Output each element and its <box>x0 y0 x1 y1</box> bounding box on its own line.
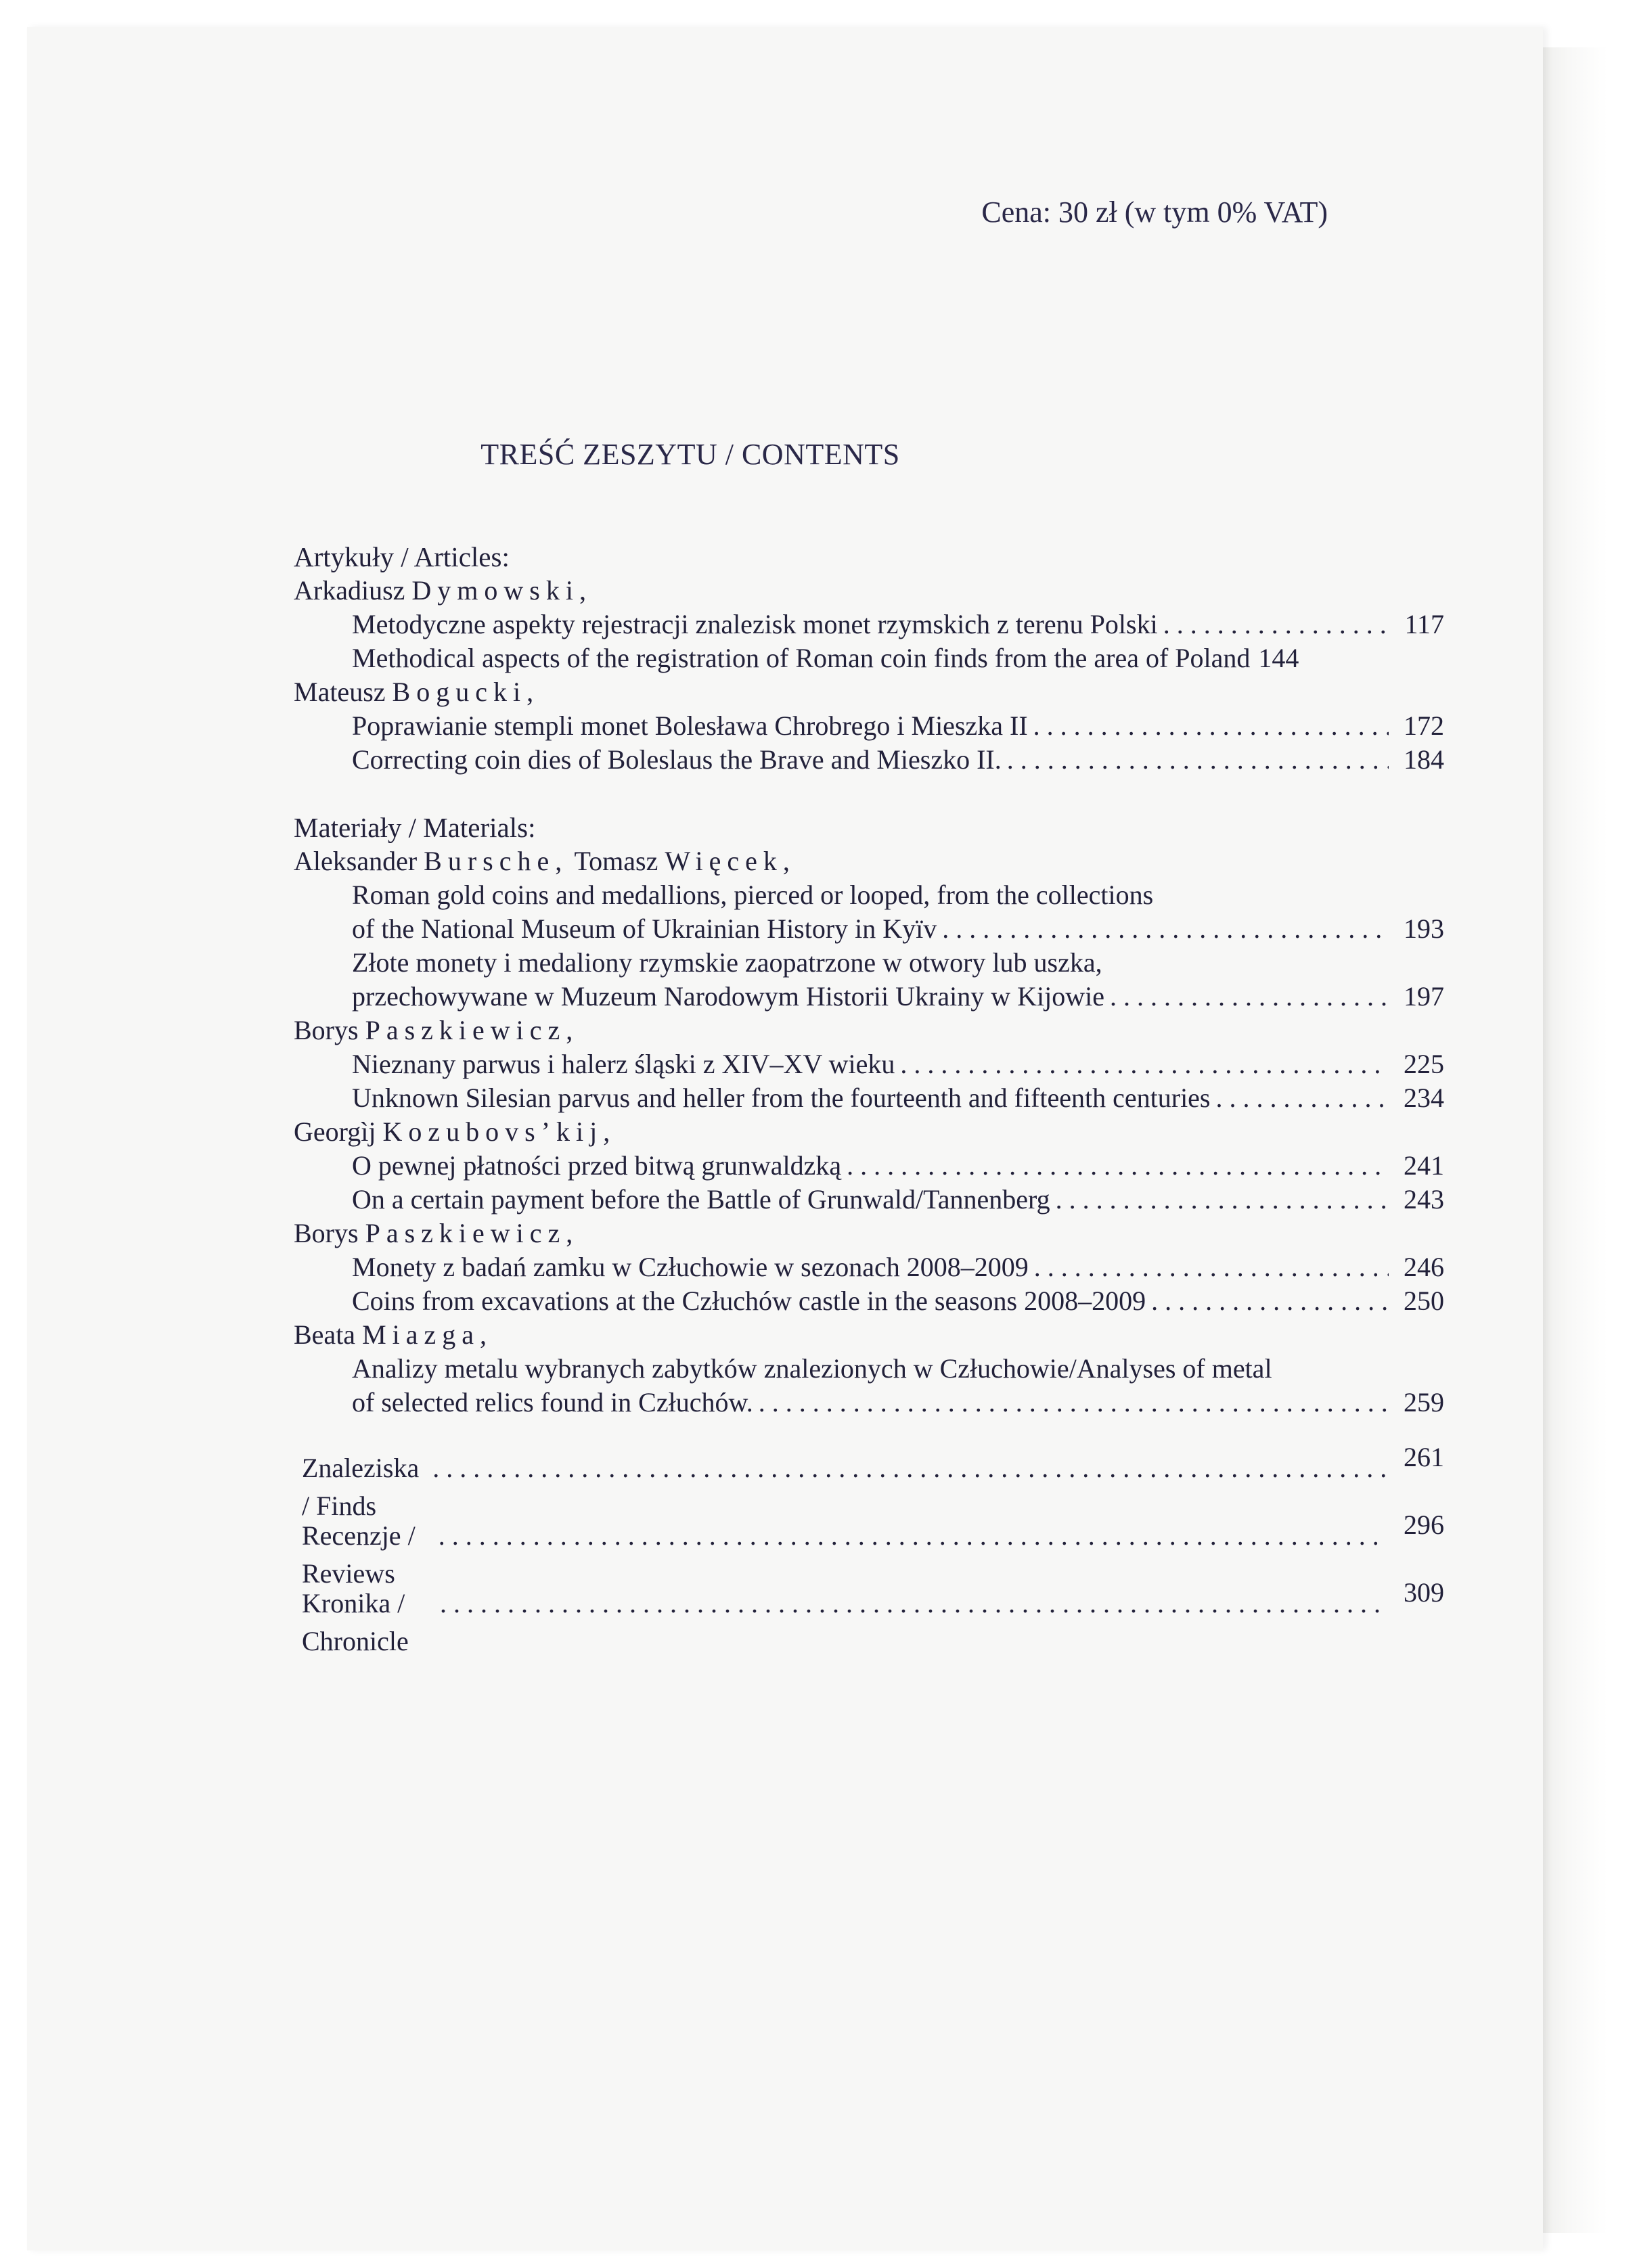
dot-leader <box>1033 709 1389 743</box>
author-line <box>294 1115 1444 1149</box>
entry-title: O pewnej płatności przed bitwą grunwaldzką <box>352 1150 842 1181</box>
toc-entry <box>294 1183 1444 1217</box>
entry-title-line1: Analizy metalu wybranych zabytków znalezionych w Człuchowie/Analyses of metal <box>352 1353 1272 1384</box>
dot-leader <box>1216 1081 1389 1115</box>
page-sheet <box>27 27 1543 2250</box>
author-line <box>294 1318 1444 1352</box>
entry-page: 225 <box>1404 1049 1444 1079</box>
section-heading-materials: Materiały / Materials: <box>294 812 536 843</box>
entry-page: 144 <box>1258 643 1299 673</box>
dot-leader <box>1056 1183 1389 1217</box>
toc-entry <box>294 608 1444 641</box>
author-first-name: Borys <box>294 1015 359 1045</box>
toc-entry <box>294 641 1444 675</box>
author-first-name: Aleksander <box>294 846 418 876</box>
entry-page: 172 <box>1404 710 1444 741</box>
author-last-name: Paszkiewicz, <box>365 1015 579 1045</box>
toc-section-finds <box>294 1442 1444 1521</box>
dot-leader <box>1151 1284 1389 1318</box>
dot-leader <box>1007 743 1389 777</box>
entry-title: Unknown Silesian parvus and heller from the fourteenth and fifteenth centuries <box>352 1083 1211 1113</box>
author-line <box>294 675 1444 709</box>
entry-page: 234 <box>1404 1083 1444 1113</box>
entry-page: 193 <box>1404 913 1444 944</box>
toc-entry <box>294 709 1444 743</box>
table-of-contents <box>294 540 1444 1656</box>
dot-leader <box>440 1585 1386 1623</box>
toc-entry <box>294 1081 1444 1115</box>
entry-title-line1: Złote monety i medaliony rzymskie zaopatrzone w otwory lub uszka, <box>352 947 1102 978</box>
entry-title: of selected relics found in Człuchów. <box>352 1387 753 1418</box>
section-title: Znaleziska / Finds <box>302 1453 420 1521</box>
dot-leader <box>439 1517 1386 1555</box>
section-title: Kronika / Chronicle <box>302 1588 409 1656</box>
toc-entry <box>294 1284 1444 1318</box>
toc-entry-line1 <box>294 878 1444 912</box>
entry-page: 184 <box>1404 744 1444 775</box>
entry-title: Monety z badań zamku w Człuchowie w sezonach 2008–2009 <box>352 1252 1029 1282</box>
entry-page: 117 <box>1404 609 1444 639</box>
section-page: 309 <box>1404 1577 1444 1608</box>
entry-page: 243 <box>1404 1184 1444 1215</box>
entry-title: Poprawianie stempli monet Bolesława Chrobrego i Mieszka II <box>352 710 1028 741</box>
author-first-name: Beata <box>294 1319 356 1350</box>
toc-entry <box>294 1386 1444 1420</box>
entry-title: Coins from excavations at the Człuchów castle in the seasons 2008–2009 <box>352 1286 1146 1316</box>
section-page: 261 <box>1404 1442 1444 1472</box>
entry-page: 197 <box>1404 981 1444 1012</box>
entry-title: of the National Museum of Ukrainian History in Kyïv <box>352 913 937 944</box>
entry-page: 259 <box>1404 1387 1444 1418</box>
author-last-name: Bogucki, <box>392 677 540 707</box>
dot-leader <box>900 1047 1389 1081</box>
dot-leader <box>759 1386 1389 1420</box>
entry-title: Correcting coin dies of Boleslaus the Brave and Mieszko II. <box>352 744 1002 775</box>
price-label: Cena: 30 zł (w tym 0% VAT) <box>981 196 1328 229</box>
toc-entry <box>294 1250 1444 1284</box>
dot-leader <box>1034 1250 1389 1284</box>
toc-entry <box>294 743 1444 777</box>
author-last-name: Bursche, <box>424 846 568 876</box>
author-first-name: Mateusz <box>294 677 386 707</box>
dot-leader <box>1163 608 1389 641</box>
toc-entry-line1 <box>294 1352 1444 1386</box>
author-last-name: Dymowski, <box>411 575 592 606</box>
toc-entry <box>294 980 1444 1014</box>
page-edge <box>1543 47 1607 2233</box>
section-heading-articles: Artykuły / Articles: <box>294 541 510 572</box>
dot-leader <box>432 1449 1386 1487</box>
entry-title: przechowywane w Muzeum Narodowym Historii Ukrainy w Kijowie <box>352 981 1104 1012</box>
entry-title-line1: Roman gold coins and medallions, pierced or looped, from the collections <box>352 880 1154 910</box>
entry-page: 246 <box>1404 1252 1444 1282</box>
toc-section-chronicle <box>294 1577 1444 1656</box>
section-title: Recenzje / Reviews <box>302 1520 416 1589</box>
entry-title: Nieznany parwus i halerz śląski z XIV–XV wieku <box>352 1049 895 1079</box>
dot-leader <box>1110 980 1389 1014</box>
coauthor-last-name: Więcek, <box>665 846 796 876</box>
toc-entry <box>294 1149 1444 1183</box>
entry-title: On a certain payment before the Battle of Grunwald/Tannenberg <box>352 1184 1050 1215</box>
entry-title: Metodyczne aspekty rejestracji znalezisk monet rzymskich z terenu Polski <box>352 609 1158 639</box>
author-last-name: Kozubovs’kij, <box>382 1116 617 1147</box>
author-last-name: Miazga, <box>362 1319 493 1350</box>
entry-page: 250 <box>1404 1286 1444 1316</box>
toc-entry-line1 <box>294 946 1444 980</box>
entry-page: 241 <box>1404 1150 1444 1181</box>
dot-leader <box>847 1149 1389 1183</box>
contents-title: TREŚĆ ZESZYTU / CONTENTS <box>480 438 900 471</box>
toc-section-reviews <box>294 1510 1444 1589</box>
author-first-name: Georgìj <box>294 1116 376 1147</box>
coauthor-first-name: Tomasz <box>574 846 658 876</box>
section-page: 296 <box>1404 1510 1444 1540</box>
author-first-name: Borys <box>294 1218 359 1248</box>
author-line <box>294 574 1444 608</box>
author-line <box>294 1014 1444 1047</box>
dot-leader <box>942 912 1389 946</box>
toc-entry <box>294 1047 1444 1081</box>
author-last-name: Paszkiewicz, <box>365 1218 579 1248</box>
author-line <box>294 844 1444 878</box>
author-first-name: Arkadiusz <box>294 575 405 606</box>
entry-title: Methodical aspects of the registration of Roman coin finds from the area of Poland <box>352 643 1251 673</box>
toc-entry <box>294 912 1444 946</box>
author-line <box>294 1217 1444 1250</box>
